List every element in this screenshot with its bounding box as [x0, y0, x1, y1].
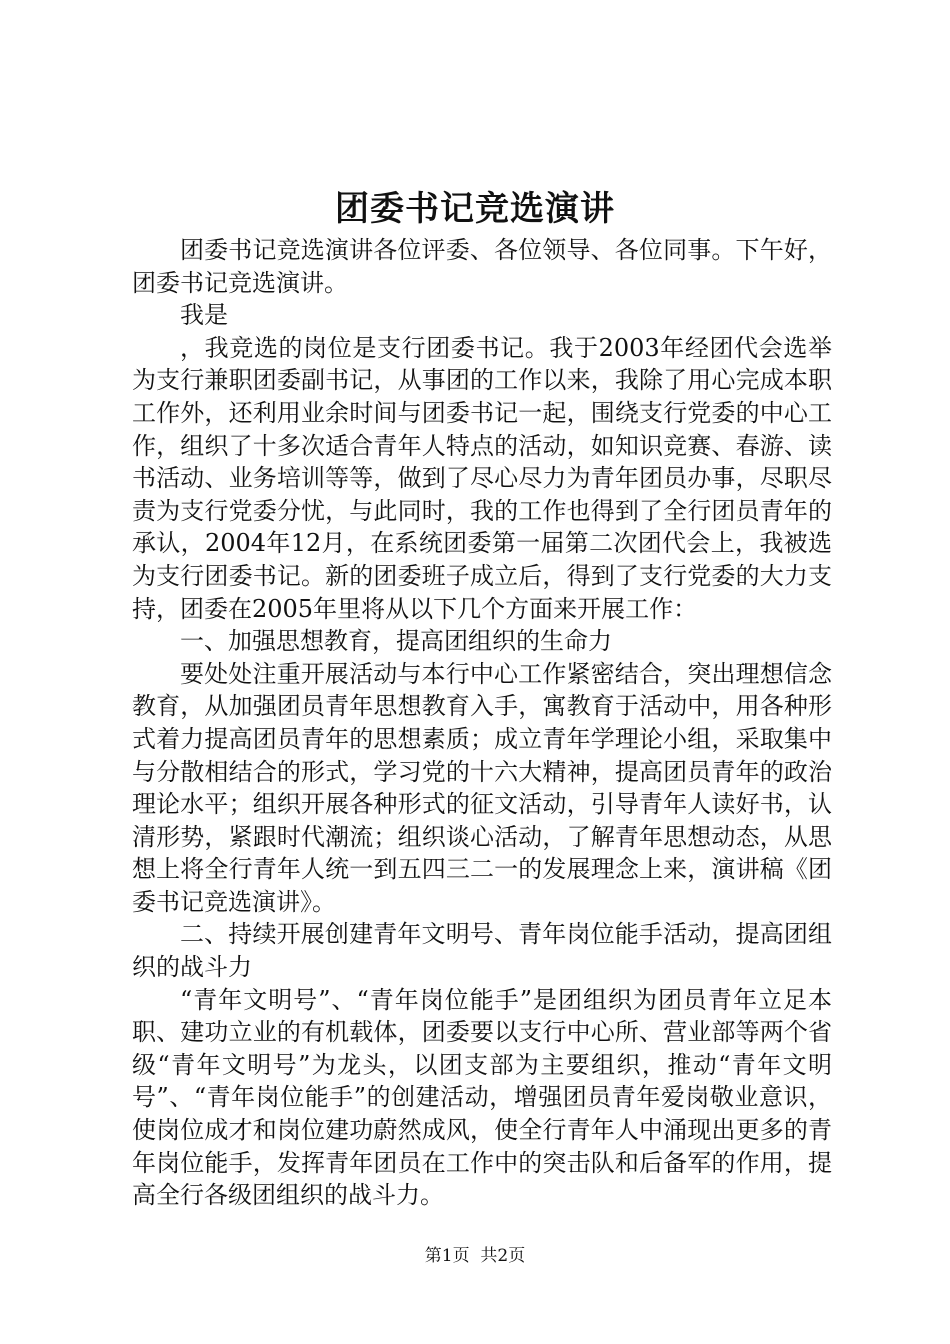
- page-number: 第1页: [424, 1246, 470, 1266]
- paragraph-background: ，我竞选的岗位是支行团委书记。我于2003年经团代会选举为支行兼职团委副书记，从事团的工作以来，我除了用心完成本职工作外，还利用业余时间与团委书记一起，围绕支行党委的中心工作，组织了十多次适合青年人特点的活动，如知识竞赛、春游、读书活动、业务培训等等，做到了尽心尽力为青年团员办事，尽职尽责为支行党委分忧，与此同时，我的工作也得到了全行团员青年的承认，2004年12月，在系统团委第一届第二次团代会上，我被选为支行团委书记。新的团委班子成立后，得到了支行党委的大力支持，团委在2005年里将从以下几个方面来开展工作：: [132, 333, 832, 623]
- paragraph-section-2: “青年文明号”、“青年岗位能手”是团组织为团员青年立足本职、建功立业的有机载体，团委要以支行中心所、营业部等两个省级“青年文明号”为龙头，以团支部为主要组织，推动“青年文明号”、“青年岗位能手”的创建活动，增强团员青年爱岗敬业意识，使岗位成才和岗位建功蔚然成风，使全行青年人中涌现出更多的青年岗位能手，发挥青年团员在工作中的突击队和后备军的作用，提高全行各级团组织的战斗力。: [132, 985, 832, 1210]
- paragraph-section-1: 要处处注重开展活动与本行中心工作紧密结合，突出理想信念教育，从加强团员青年思想教育入手，寓教育于活动中，用各种形式着力提高团员青年的思想素质；成立青年学理论小组，采取集中与分散相结合的形式，学习党的十六大精神，提高团员青年的政治理论水平；组织开展各种形式的征文活动，引导青年人读好书，认清形势，紧跟时代潮流；组织谈心活动，了解青年思想动态，从思想上将全行青年人统一到五四三二一的发展理念上来，演讲稿《团委书记竞选演讲》。: [132, 659, 832, 916]
- paragraph-greeting: 团委书记竞选演讲各位评委、各位领导、各位同事。下午好，团委书记竞选演讲。: [132, 236, 832, 297]
- page-footer: [0, 1244, 950, 1268]
- paragraph-intro-name: 我是: [180, 301, 228, 330]
- document-title: 团委书记竞选演讲: [335, 189, 615, 229]
- page-total: 共2页: [480, 1246, 526, 1266]
- document-body: [132, 234, 832, 1212]
- section-heading-1: 一、加强思想教育，提高团组织的生命力: [180, 627, 612, 656]
- section-heading-2: 二、持续开展创建青年文明号、青年岗位能手活动，提高团组织的战斗力: [132, 920, 832, 982]
